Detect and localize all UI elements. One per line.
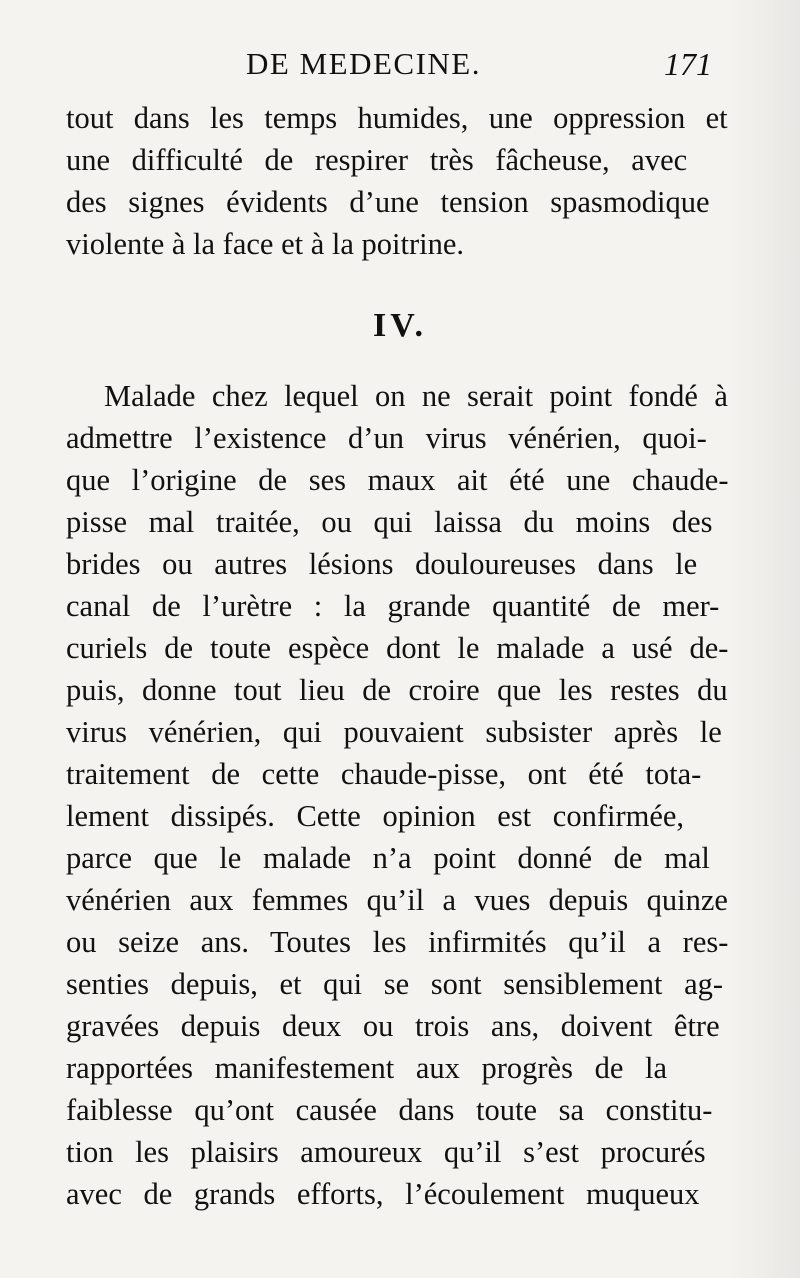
text-line: tion les plaisirs amoureux qu’il s’est procurés [66,1135,706,1169]
text-line: canal de l’urètre : la grande quantité de mer- [66,589,720,623]
text-line: lement dissipés. Cette opinion est confirmée, [66,799,685,833]
page-header [0,44,800,84]
text-line: pisse mal traitée, ou qui laissa du moins des [66,505,713,539]
text-line: brides ou autres lésions douloureuses dans le [66,547,698,581]
text-line: Malade chez lequel on ne serait point fondé à [104,379,728,413]
text-line: rapportées manifestement aux progrès de la [66,1051,667,1085]
page-edge-shadow [730,0,800,1278]
text-line: senties depuis, et qui se sont sensiblement ag- [66,967,724,1001]
text-line: admettre l’existence d’un virus vénérien, quoi- [66,421,707,455]
text-line: gravées depuis deux ou trois ans, doivent être [66,1009,720,1043]
text-line: que l’origine de ses maux ait été une chaude- [66,463,729,497]
page-number: 171 [664,46,712,82]
text-line: des signes évidents d’une tension spasmodique [66,185,710,219]
text-line: avec de grands efforts, l’écoulement muqueux [66,1177,700,1211]
running-head: DE MEDECINE. [246,46,481,81]
text-line: faiblesse qu’ont causée dans toute sa constitu- [66,1093,713,1127]
text-line: virus vénérien, qui pouvaient subsister après le [66,715,722,749]
text-line: parce que le malade n’a point donné de mal [66,841,710,875]
text-line: violente à la face et à la poitrine. [66,227,464,261]
text-line: puis, donne tout lieu de croire que les restes du [66,673,728,707]
text-line: une difficulté de respirer très fâcheuse, avec [66,143,688,177]
section-heading: IV. [373,307,427,344]
text-line: tout dans les temps humides, une oppression et [66,101,728,135]
text-line: traitement de cette chaude-pisse, ont été tota- [66,757,702,791]
text-line: curiels de toute espèce dont le malade a usé de- [66,631,729,665]
text-line: vénérien aux femmes qu’il a vues depuis quinze [66,883,728,917]
text-line: ou seize ans. Toutes les infirmités qu’il a res- [66,925,729,959]
